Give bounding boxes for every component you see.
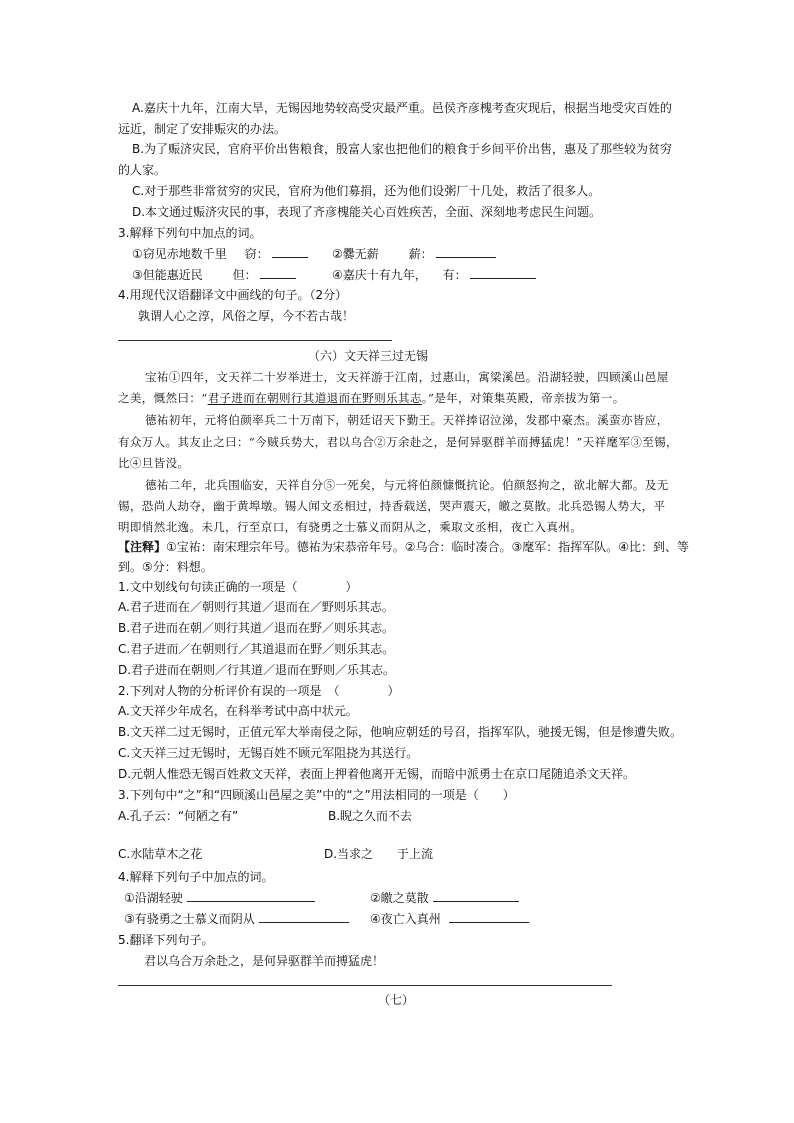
six-q4-item-4-text: ④夜亡入真州	[370, 912, 441, 926]
option-d: D.本文通过赈济灾民的事，表现了齐彦槐能关心百姓疾苦，全面、深刻地考虑民生问题。	[132, 205, 602, 219]
six-q2-option-d[interactable]: D.元朝人惟恐无锡百姓救文天祥，表面上押着他离开无锡，而暗中派勇士在京口尾随追杀文天祥。	[118, 767, 636, 781]
six-q4-item-3-text: ③有骁勇之士慕义而阴从	[124, 912, 255, 926]
six-q4-item-1	[124, 889, 315, 906]
q3-item-3	[132, 266, 296, 283]
q3-item-1-blank[interactable]	[272, 245, 308, 258]
option-a-line1: A.嘉庆十九年，江南大旱，无锡因地势较高受灾最严重。邑侯齐彦槐考查灾现后，根据当地受灾百姓的	[132, 101, 672, 115]
six-question-4: 4.解释下列句子中加点的词。	[118, 870, 274, 884]
six-answer-line	[118, 985, 612, 986]
passage-p3-line2: 锡，恐尚人劫夺，幽于黄埠墩。锡人闻文丞相过，持香载送，哭声震天，皦之莫散。北兵恐锡人势大，平	[118, 499, 666, 513]
six-q4-item-4	[370, 910, 529, 927]
six-question-1: 1.文中划线句句读正确的一项是（ ）	[118, 580, 358, 594]
question-4-sentence: 孰谓人心之淳，风俗之厚，今不若古哉！	[138, 309, 355, 323]
section-six-title: （六）文天祥三过无锡	[307, 349, 428, 363]
six-q4-item-1-blank[interactable]	[187, 889, 315, 902]
q3-item-3-text: ③但能惠近民	[132, 268, 203, 282]
six-q4-item-1-text: ①沿湖轻驶	[124, 891, 183, 905]
passage-p3-line3: 明即悄然北逸。未几，行至京口，有骁勇之士慕义而阴从之，乘取文丞相，夜亡入真州。	[118, 520, 583, 534]
six-q1-option-d[interactable]: D.君子进而在朝则／行其道／退而在野则／乐其志。	[118, 663, 396, 677]
six-q4-item-2-blank[interactable]	[433, 889, 519, 902]
six-q4-item-3-blank[interactable]	[259, 910, 349, 923]
notes-text-1: ①宝祐：南宋理宗年号。德祐为宋恭帝年号。②乌合：临时凑合。③麾军：指挥军队。④比：到、等	[166, 540, 690, 554]
q3-item-2	[332, 245, 496, 262]
notes-label: 【注释】	[118, 540, 167, 554]
six-q2-option-a[interactable]: A.文天祥少年成名，在科举考试中高中状元。	[118, 704, 358, 718]
passage-p2-line1: 德祐初年，元将伯颜率兵二十万南下，朝廷诏天下勤王。天祥捧诏泣涕，发郡中豪杰。溪蛮亦皆应，	[145, 413, 669, 427]
question-3-prompt: 3.解释下列句中加点的词。	[118, 226, 262, 240]
q3-item-1	[132, 245, 308, 262]
passage-p1-line2	[118, 390, 625, 406]
option-b-line2: 的人家。	[118, 163, 167, 177]
notes-line1	[118, 539, 689, 555]
q3-item-2-word: 薪：	[408, 247, 433, 261]
q3-item-2-blank[interactable]	[436, 245, 496, 258]
six-q4-item-2-text: ②皦之莫散	[370, 891, 429, 905]
six-q3-option-a[interactable]: A.孔子云：“何陋之有”	[118, 809, 239, 823]
q3-item-4-text: ④嘉庆十有九年，	[332, 268, 427, 282]
answer-line	[118, 340, 392, 341]
six-question-5: 5.翻译下列句子。	[118, 933, 214, 947]
six-q1-option-a[interactable]: A.君子进而在／朝则行其道／退而在／野则乐其志。	[118, 600, 394, 614]
question-4-prompt: 4.用现代汉语翻译文中画线的句子。（2分）	[118, 288, 348, 302]
six-question-2: 2.下列对人物的分析评价有误的一项是 （ ）	[118, 684, 400, 698]
six-q1-option-c[interactable]: C.君子进而／在朝则行／其道退而在野／则乐其志。	[118, 642, 395, 656]
six-q4-item-4-blank[interactable]	[449, 910, 529, 923]
six-q4-item-3	[124, 910, 349, 927]
q3-item-3-word: 但：	[232, 268, 257, 282]
six-q4-item-2	[370, 889, 519, 906]
six-q1-option-b[interactable]: B.君子进而在朝／则行其道／退而在野／则乐其志。	[118, 621, 395, 635]
q3-item-2-text: ②爨无薪	[332, 247, 379, 261]
q3-item-4-word: 有：	[442, 268, 467, 282]
section-seven-title: （七）	[377, 993, 414, 1007]
q3-item-1-text: ①窃见赤地数千里	[132, 247, 227, 261]
passage-p1-line2-start: 之美，慨然曰：“	[118, 391, 208, 405]
notes-line2: 到。⑤分：料想。	[118, 560, 213, 574]
passage-p1-line1: 宝祐①四年，文天祥二十岁举进士，文天祥游于江南，过惠山，寓梁溪邑。沿湖轻驶，四顾溪山邑屋	[145, 370, 669, 384]
passage-p1-line2-end: 。”是年，对策集英殿，帝亲拔为第一。	[421, 391, 625, 405]
six-question-3: 3.下列句中“之”和“四顾溪山邑屋之美”中的“之”用法相同的一项是（ ）	[118, 788, 515, 802]
six-q2-option-c[interactable]: C.文天祥三过无锡时，无锡百姓不顾元军阻挠为其送行。	[118, 746, 419, 760]
q3-item-1-word: 窃：	[244, 247, 269, 261]
underlined-sentence: 君子进而在朝则行其道退而在野则乐其志	[207, 391, 422, 405]
option-a-line2: 远近，制定了安排赈灾的办法。	[118, 122, 287, 136]
passage-p2-line3: 比④旦皆没。	[118, 456, 190, 470]
six-q3-option-d[interactable]: D.当求之 于上流	[324, 847, 434, 861]
six-q3-option-c[interactable]: C.水陆草木之花	[118, 847, 203, 861]
option-c: C.对于那些非常贫穷的灾民，官府为他们募捐，还为他们设粥厂十几处，救活了很多人。	[132, 184, 601, 198]
q3-item-4-blank[interactable]	[470, 266, 536, 279]
q3-item-4	[332, 266, 536, 283]
passage-p3-line1: 德祐二年，北兵围临安，天祥自分⑤一死矣，与元将伯颜慷慨抗论。伯颜怒拘之，欲北解大都。及无	[145, 478, 669, 492]
passage-p2-line2: 有众万人。其友止之曰：“今贼兵势大，君以乌合②万余赴之，是何异驱群羊而搏猛虎！”天祥麾军③至锡，	[118, 435, 678, 449]
six-q2-option-b[interactable]: B.文天祥二过无锡时，正值元军大举南侵之际，他响应朝廷的号召，指挥军队，驰援无锡，但是惨遭失败。	[118, 725, 683, 739]
q3-item-3-blank[interactable]	[260, 266, 296, 279]
six-q3-option-b[interactable]: B.睨之久而不去	[328, 809, 413, 823]
option-b-line1: B.为了赈济灾民，官府平价出售粮食，殷富人家也把他们的粮食于乡间平价出售，惠及了那些较为贫穷	[132, 142, 673, 156]
six-question-5-sentence: 君以乌合万余赴之，是何异驱群羊而搏猛虎！	[144, 954, 385, 968]
